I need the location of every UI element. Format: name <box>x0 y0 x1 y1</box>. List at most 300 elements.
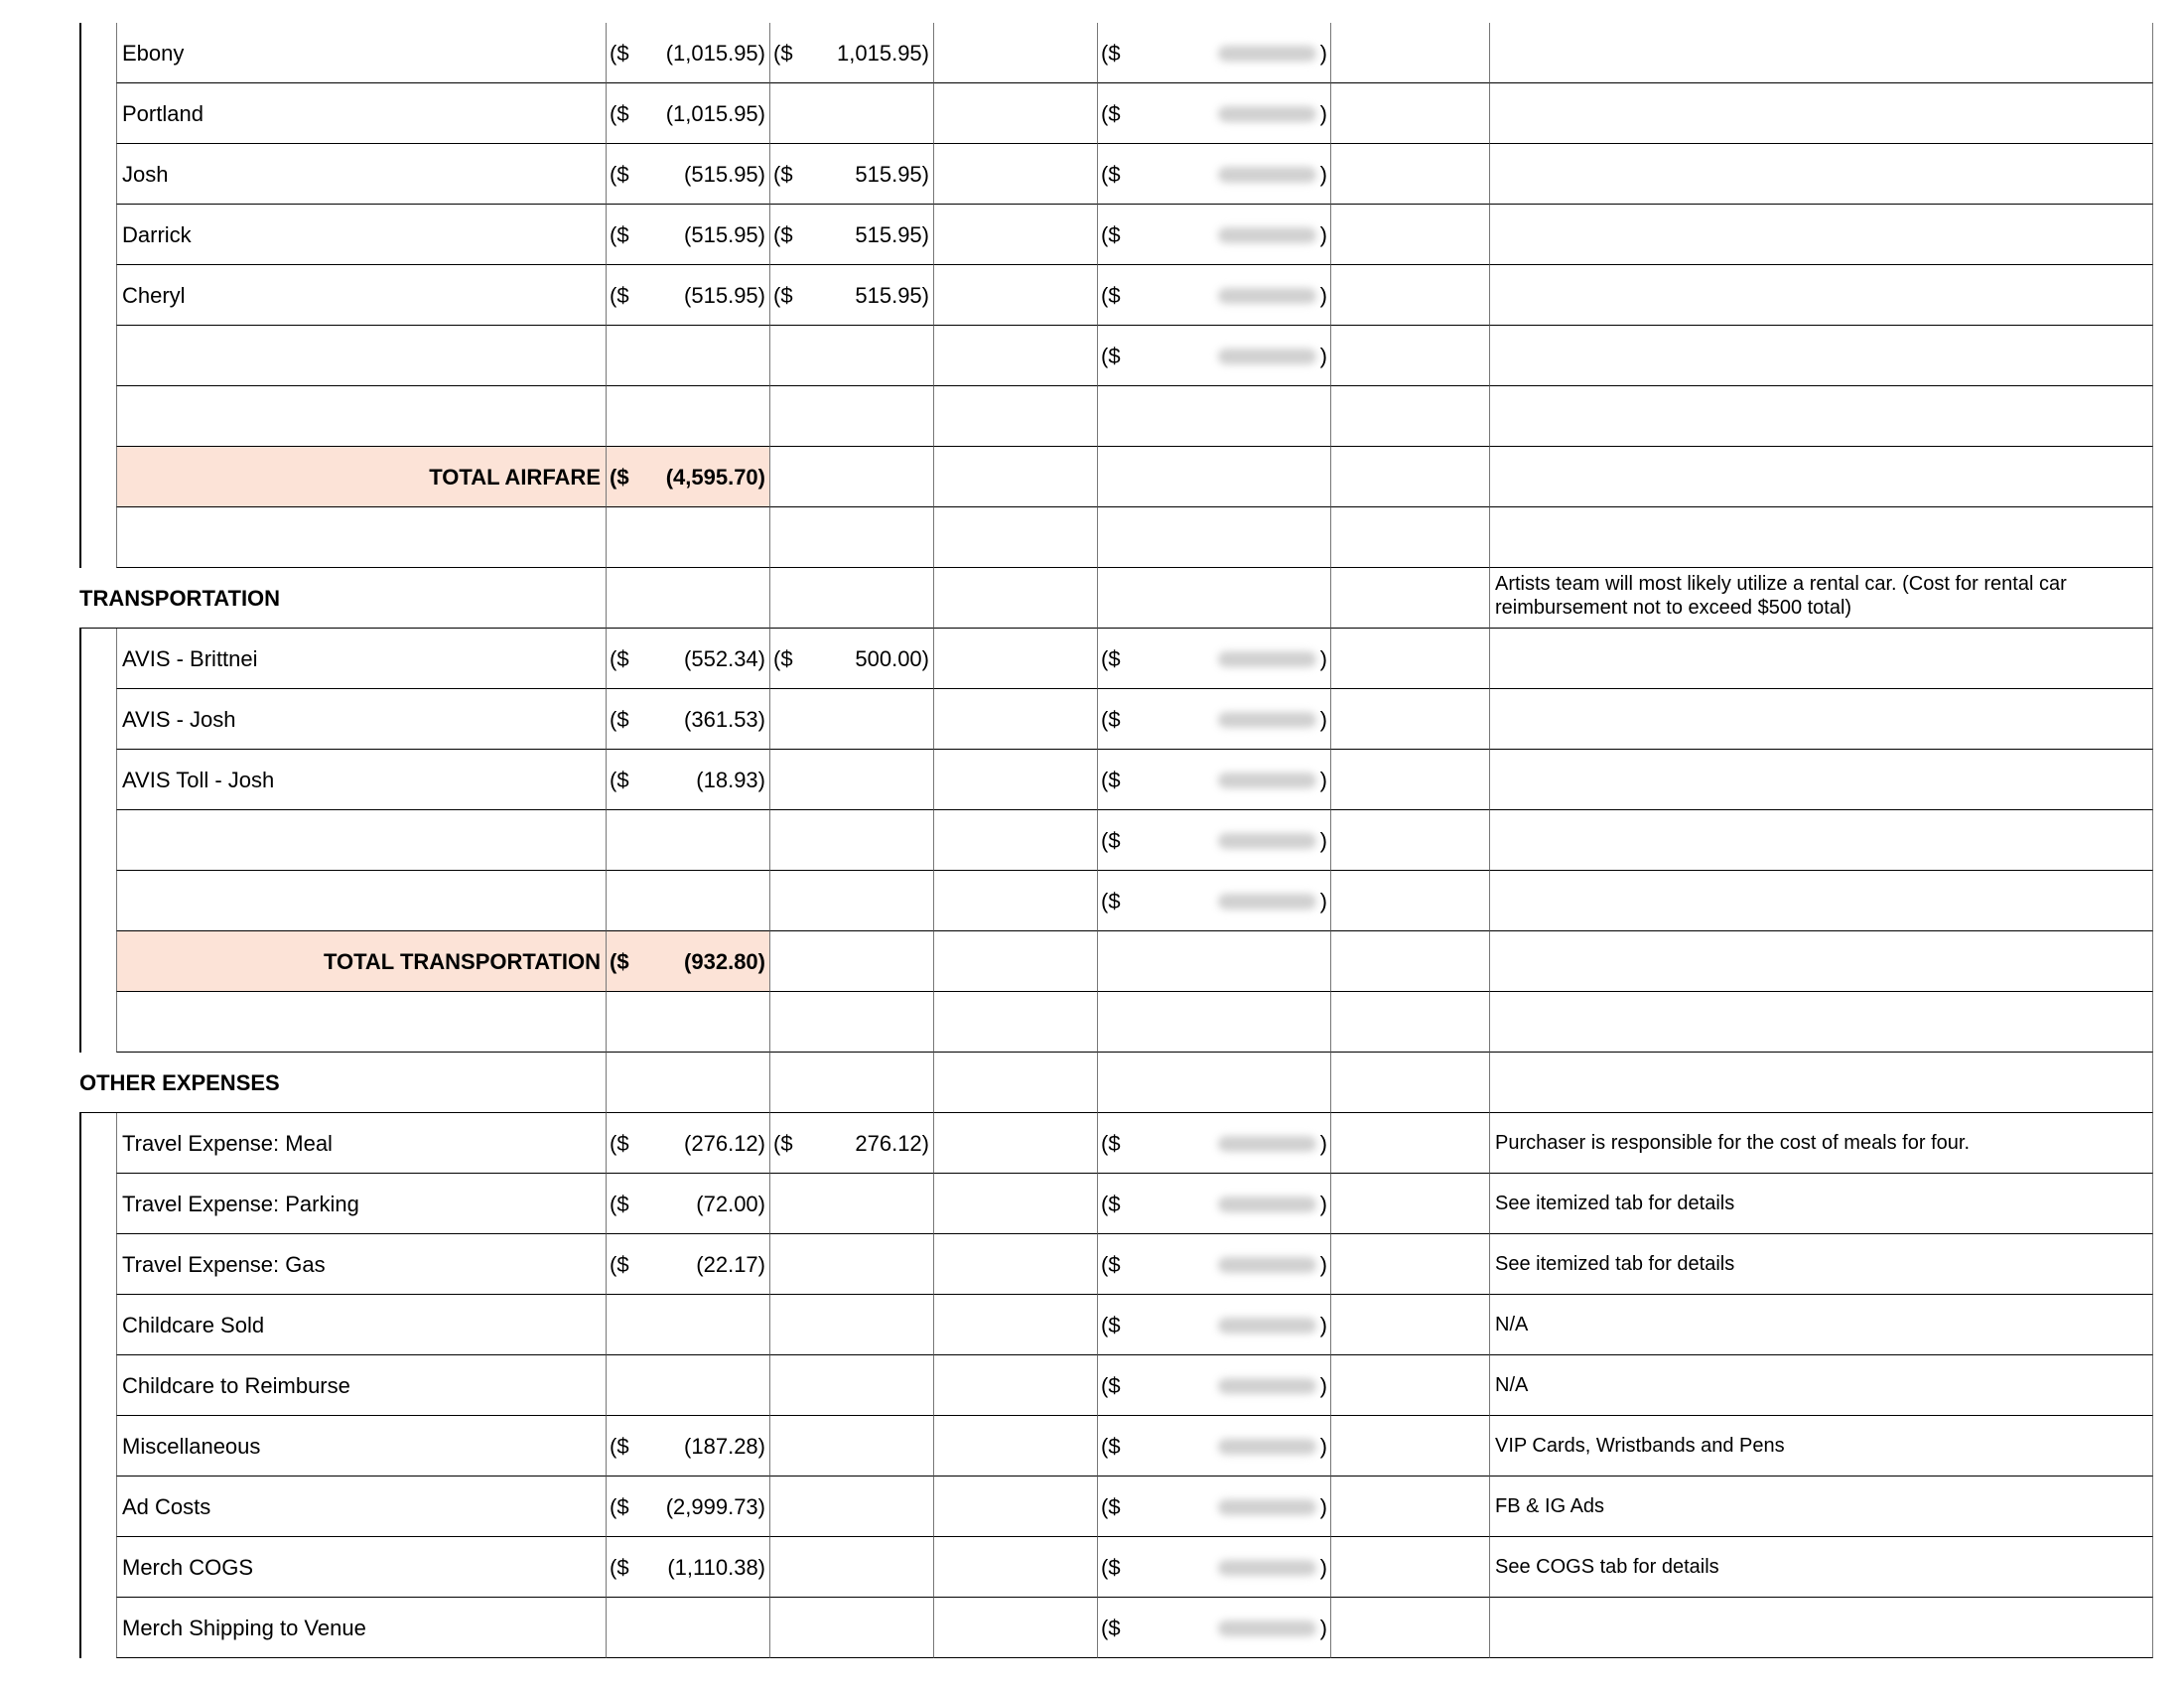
cell-col-0[interactable] <box>116 689 607 750</box>
table-row <box>0 23 2184 83</box>
cell-col-0[interactable] <box>79 1053 607 1113</box>
cell-col-1[interactable] <box>607 689 770 750</box>
table-row <box>0 750 2184 810</box>
cell-col-3[interactable] <box>934 144 1098 205</box>
cell-col-3[interactable] <box>934 810 1098 871</box>
currency-symbol: ($ <box>610 101 629 126</box>
currency-symbol: ($ <box>1101 646 1121 671</box>
cell-col-2[interactable] <box>770 205 934 265</box>
cell-col-0[interactable] <box>116 1234 607 1295</box>
cell-col-7[interactable] <box>1490 23 2153 83</box>
cell-col-3[interactable] <box>934 83 1098 144</box>
cell-col-5[interactable] <box>1192 507 1331 568</box>
cell-col-4[interactable] <box>1098 810 1192 871</box>
row-label: Ad Costs <box>122 1494 211 1519</box>
actual-amount: (22.17) <box>696 1252 765 1277</box>
cell-col-3[interactable] <box>934 629 1098 689</box>
cell-col-0[interactable] <box>116 326 607 386</box>
cell-col-5[interactable] <box>1192 871 1331 931</box>
cell-col-0[interactable] <box>116 871 607 931</box>
close-paren: ) <box>1319 1373 1327 1398</box>
total-row <box>0 931 2184 992</box>
cell-col-0[interactable] <box>116 1295 607 1355</box>
cell-col-3[interactable] <box>934 750 1098 810</box>
table-row <box>0 689 2184 750</box>
cell-col-3[interactable] <box>934 871 1098 931</box>
cell-col-3[interactable] <box>934 1598 1098 1658</box>
row-label: Darrick <box>122 222 192 247</box>
cell-col-6[interactable] <box>1331 23 1490 83</box>
cell-col-6[interactable] <box>1331 1416 1490 1477</box>
cell-col-7[interactable] <box>1490 629 2153 689</box>
currency-symbol: ($ <box>1101 889 1121 914</box>
currency-symbol: ($ <box>773 41 793 66</box>
cell-col-1[interactable] <box>607 1295 770 1355</box>
table-row <box>0 1174 2184 1234</box>
cell-col-1[interactable] <box>607 23 770 83</box>
cell-col-5[interactable] <box>1192 1355 1331 1416</box>
currency-symbol: ($ <box>1101 1252 1121 1277</box>
cell-col-5[interactable] <box>1192 386 1331 447</box>
cell-col-6[interactable] <box>1331 144 1490 205</box>
currency-symbol: ($ <box>1101 101 1121 126</box>
cell-col-7[interactable] <box>1490 689 2153 750</box>
section-header-row <box>0 1053 2184 1113</box>
cell-col-2[interactable] <box>770 1113 934 1174</box>
redacted-value <box>1218 1560 1316 1576</box>
cell-col-0[interactable] <box>116 1174 607 1234</box>
cell-col-3[interactable] <box>934 1355 1098 1416</box>
notes-text: VIP Cards, Wristbands and Pens <box>1495 1435 1785 1457</box>
cell-col-6[interactable] <box>1331 1295 1490 1355</box>
currency-symbol: ($ <box>1101 1434 1121 1459</box>
close-paren: ) <box>1319 828 1327 853</box>
cell-col-6[interactable] <box>1331 629 1490 689</box>
cell-col-2[interactable] <box>770 931 934 992</box>
cell-col-0[interactable] <box>116 629 607 689</box>
currency-symbol: ($ <box>610 222 629 247</box>
cell-col-4[interactable] <box>1098 507 1192 568</box>
cell-col-7[interactable] <box>1490 386 2153 447</box>
cell-col-7[interactable] <box>1490 83 2153 144</box>
cell-col-2[interactable] <box>770 1477 934 1537</box>
redacted-value <box>1218 349 1316 364</box>
cell-col-2[interactable] <box>770 568 934 629</box>
cell-col-5[interactable] <box>1192 326 1331 386</box>
cell-col-4[interactable] <box>1098 1355 1192 1416</box>
cell-col-6[interactable] <box>1331 507 1490 568</box>
cell-col-2[interactable] <box>770 386 934 447</box>
cell-col-1[interactable] <box>607 1477 770 1537</box>
close-paren: ) <box>1319 646 1327 671</box>
cell-col-6[interactable] <box>1331 750 1490 810</box>
cell-col-6[interactable] <box>1331 1537 1490 1598</box>
redacted-value <box>1218 227 1316 243</box>
cell-col-7[interactable] <box>1490 810 2153 871</box>
close-paren: ) <box>1319 1192 1327 1216</box>
cell-col-1[interactable] <box>607 1174 770 1234</box>
cell-col-7[interactable] <box>1490 1234 2153 1295</box>
cell-col-4[interactable] <box>1098 23 1192 83</box>
cell-col-6[interactable] <box>1331 326 1490 386</box>
cell-col-7[interactable] <box>1490 1537 2153 1598</box>
redacted-value <box>1218 651 1316 667</box>
cell-col-6[interactable] <box>1331 386 1490 447</box>
cell-col-6[interactable] <box>1331 205 1490 265</box>
cell-col-7[interactable] <box>1490 507 2153 568</box>
cell-col-7[interactable] <box>1490 992 2153 1053</box>
cell-col-2[interactable] <box>770 507 934 568</box>
cell-col-7[interactable] <box>1490 205 2153 265</box>
actual-amount: (1,110.38) <box>667 1555 765 1580</box>
cell-col-3[interactable] <box>934 1113 1098 1174</box>
cell-col-0[interactable] <box>116 447 607 507</box>
cell-col-3[interactable] <box>934 326 1098 386</box>
close-paren: ) <box>1319 1616 1327 1640</box>
cell-col-3[interactable] <box>934 23 1098 83</box>
cell-col-7[interactable] <box>1490 447 2153 507</box>
settled-amount: 515.95) <box>855 222 929 247</box>
cell-col-2[interactable] <box>770 1053 934 1113</box>
settled-amount: 276.12) <box>855 1131 929 1156</box>
cell-col-0[interactable] <box>116 1416 607 1477</box>
notes-text: See itemized tab for details <box>1495 1193 1735 1214</box>
cell-col-0[interactable] <box>116 265 607 326</box>
cell-col-2[interactable] <box>770 629 934 689</box>
cell-col-0[interactable] <box>116 507 607 568</box>
cell-col-4[interactable] <box>1098 1234 1192 1295</box>
cell-col-2[interactable] <box>770 871 934 931</box>
cell-col-4[interactable] <box>1098 386 1192 447</box>
cell-col-5[interactable] <box>1192 447 1331 507</box>
cell-col-2[interactable] <box>770 144 934 205</box>
cell-col-7[interactable] <box>1490 1113 2153 1174</box>
cell-col-0[interactable] <box>116 1537 607 1598</box>
cell-col-4[interactable] <box>1098 205 1192 265</box>
cell-col-5[interactable] <box>1192 1477 1331 1537</box>
cell-col-6[interactable] <box>1331 810 1490 871</box>
cell-col-0[interactable] <box>116 83 607 144</box>
cell-col-7[interactable] <box>1490 1174 2153 1234</box>
cell-col-1[interactable] <box>607 386 770 447</box>
cell-col-4[interactable] <box>1098 931 1192 992</box>
cell-col-1[interactable] <box>607 83 770 144</box>
cell-col-3[interactable] <box>934 265 1098 326</box>
cell-col-5[interactable] <box>1192 144 1331 205</box>
cell-col-3[interactable] <box>934 1416 1098 1477</box>
cell-col-3[interactable] <box>934 1234 1098 1295</box>
settled-amount: 515.95) <box>855 162 929 187</box>
cell-col-3[interactable] <box>934 447 1098 507</box>
cell-col-7[interactable] <box>1490 326 2153 386</box>
redacted-value <box>1218 46 1316 62</box>
cell-col-5[interactable] <box>1192 629 1331 689</box>
cell-col-6[interactable] <box>1331 992 1490 1053</box>
currency-symbol: ($ <box>1101 1616 1121 1640</box>
actual-amount: (1,015.95) <box>665 101 765 126</box>
cell-col-5[interactable] <box>1192 568 1331 629</box>
row-label: AVIS - Brittnei <box>122 646 258 671</box>
cell-col-5[interactable] <box>1192 1598 1331 1658</box>
cell-col-6[interactable] <box>1331 1477 1490 1537</box>
cell-col-6[interactable] <box>1331 871 1490 931</box>
cell-col-7[interactable] <box>1490 750 2153 810</box>
cell-col-4[interactable] <box>1098 326 1192 386</box>
cell-col-4[interactable] <box>1098 83 1192 144</box>
redacted-value <box>1218 773 1316 788</box>
total-label: TOTAL TRANSPORTATION <box>323 949 601 974</box>
cell-col-2[interactable] <box>770 326 934 386</box>
cell-col-7[interactable] <box>1490 1053 2153 1113</box>
actual-amount: (515.95) <box>684 162 765 187</box>
cell-col-4[interactable] <box>1098 447 1192 507</box>
currency-symbol: ($ <box>610 1555 629 1580</box>
currency-symbol: ($ <box>610 646 629 671</box>
cell-col-7[interactable] <box>1490 871 2153 931</box>
cell-col-5[interactable] <box>1192 689 1331 750</box>
cell-col-0[interactable] <box>79 568 607 629</box>
cell-col-6[interactable] <box>1331 83 1490 144</box>
cell-col-1[interactable] <box>607 1537 770 1598</box>
cell-col-5[interactable] <box>1192 1537 1331 1598</box>
cell-col-1[interactable] <box>607 326 770 386</box>
currency-symbol: ($ <box>610 1252 629 1277</box>
cell-col-0[interactable] <box>116 386 607 447</box>
redacted-value <box>1218 1196 1316 1212</box>
cell-col-5[interactable] <box>1192 931 1331 992</box>
cell-col-5[interactable] <box>1192 1234 1331 1295</box>
cell-col-1[interactable] <box>607 992 770 1053</box>
cell-col-1[interactable] <box>607 750 770 810</box>
cell-col-6[interactable] <box>1331 1113 1490 1174</box>
cell-col-7[interactable] <box>1490 144 2153 205</box>
cell-col-4[interactable] <box>1098 1477 1192 1537</box>
cell-col-0[interactable] <box>116 205 607 265</box>
close-paren: ) <box>1319 768 1327 792</box>
actual-amount: (276.12) <box>684 1131 765 1156</box>
cell-col-1[interactable] <box>607 205 770 265</box>
cell-col-6[interactable] <box>1331 1598 1490 1658</box>
cell-col-6[interactable] <box>1331 568 1490 629</box>
cell-col-3[interactable] <box>934 1537 1098 1598</box>
cell-col-6[interactable] <box>1331 447 1490 507</box>
redacted-value <box>1218 167 1316 183</box>
cell-col-1[interactable] <box>607 1234 770 1295</box>
cell-col-3[interactable] <box>934 205 1098 265</box>
settled-amount: 515.95) <box>855 283 929 308</box>
cell-col-1[interactable] <box>607 568 770 629</box>
cell-col-1[interactable] <box>607 1416 770 1477</box>
table-row <box>0 386 2184 447</box>
cell-col-4[interactable] <box>1098 1416 1192 1477</box>
cell-col-1[interactable] <box>607 265 770 326</box>
cell-col-1[interactable] <box>607 1053 770 1113</box>
cell-col-6[interactable] <box>1331 1053 1490 1113</box>
cell-col-4[interactable] <box>1098 1113 1192 1174</box>
row-label: Travel Expense: Meal <box>122 1131 333 1156</box>
cell-col-4[interactable] <box>1098 1537 1192 1598</box>
cell-col-1[interactable] <box>607 1355 770 1416</box>
cell-col-5[interactable] <box>1192 810 1331 871</box>
currency-symbol: ($ <box>773 283 793 308</box>
cell-col-6[interactable] <box>1331 1234 1490 1295</box>
currency-symbol: ($ <box>1101 1373 1121 1398</box>
close-paren: ) <box>1319 1252 1327 1277</box>
cell-col-0[interactable] <box>116 1598 607 1658</box>
cell-col-5[interactable] <box>1192 1174 1331 1234</box>
cell-col-6[interactable] <box>1331 265 1490 326</box>
table-row <box>0 871 2184 931</box>
table-row <box>0 205 2184 265</box>
currency-symbol: ($ <box>610 283 629 308</box>
currency-symbol: ($ <box>773 1131 793 1156</box>
cell-col-4[interactable] <box>1098 1053 1192 1113</box>
close-paren: ) <box>1319 1131 1327 1156</box>
cell-col-0[interactable] <box>116 1355 607 1416</box>
actual-amount: (552.34) <box>684 646 765 671</box>
close-paren: ) <box>1319 41 1327 66</box>
cell-col-4[interactable] <box>1098 1598 1192 1658</box>
cell-col-5[interactable] <box>1192 1416 1331 1477</box>
cell-col-2[interactable] <box>770 265 934 326</box>
cell-col-2[interactable] <box>770 1174 934 1234</box>
cell-col-5[interactable] <box>1192 1113 1331 1174</box>
cell-col-5[interactable] <box>1192 265 1331 326</box>
cell-col-7[interactable] <box>1490 1416 2153 1477</box>
cell-col-5[interactable] <box>1192 205 1331 265</box>
total-label: TOTAL AIRFARE <box>429 465 601 490</box>
cell-col-5[interactable] <box>1192 83 1331 144</box>
row-label: Travel Expense: Gas <box>122 1252 326 1277</box>
cell-col-2[interactable] <box>770 1234 934 1295</box>
currency-symbol: ($ <box>610 1434 629 1459</box>
redacted-value <box>1218 833 1316 849</box>
cell-col-2[interactable] <box>770 689 934 750</box>
cell-col-1[interactable] <box>607 1598 770 1658</box>
currency-symbol: ($ <box>610 707 629 732</box>
cell-col-0[interactable] <box>116 810 607 871</box>
cell-col-6[interactable] <box>1331 1174 1490 1234</box>
cell-col-0[interactable] <box>116 750 607 810</box>
redacted-value <box>1218 1136 1316 1152</box>
cell-col-5[interactable] <box>1192 1295 1331 1355</box>
cell-col-5[interactable] <box>1192 1053 1331 1113</box>
cell-col-1[interactable] <box>607 1113 770 1174</box>
redacted-value <box>1218 106 1316 122</box>
cell-col-1[interactable] <box>607 629 770 689</box>
cell-col-1[interactable] <box>607 447 770 507</box>
total-amount: (4,595.70) <box>665 465 765 490</box>
cell-col-3[interactable] <box>934 507 1098 568</box>
cell-col-3[interactable] <box>934 1295 1098 1355</box>
cell-col-1[interactable] <box>607 507 770 568</box>
currency-symbol: ($ <box>1101 344 1121 368</box>
cell-col-5[interactable] <box>1192 750 1331 810</box>
actual-amount: (18.93) <box>696 768 765 792</box>
cell-col-2[interactable] <box>770 1598 934 1658</box>
cell-col-0[interactable] <box>116 1113 607 1174</box>
cell-col-2[interactable] <box>770 992 934 1053</box>
close-paren: ) <box>1319 344 1327 368</box>
table-row <box>0 1416 2184 1477</box>
row-label: Ebony <box>122 41 185 66</box>
cell-col-2[interactable] <box>770 1295 934 1355</box>
cell-col-4[interactable] <box>1098 750 1192 810</box>
cell-col-3[interactable] <box>934 1174 1098 1234</box>
cell-col-2[interactable] <box>770 1355 934 1416</box>
cell-col-2[interactable] <box>770 23 934 83</box>
cell-col-7[interactable] <box>1490 568 2153 629</box>
total-amount: (932.80) <box>684 949 765 974</box>
table-row <box>0 1537 2184 1598</box>
cell-col-2[interactable] <box>770 83 934 144</box>
cell-col-2[interactable] <box>770 1537 934 1598</box>
cell-col-1[interactable] <box>607 871 770 931</box>
cell-col-3[interactable] <box>934 568 1098 629</box>
cell-col-7[interactable] <box>1490 1355 2153 1416</box>
cell-col-7[interactable] <box>1490 1295 2153 1355</box>
cell-col-4[interactable] <box>1098 689 1192 750</box>
cell-col-4[interactable] <box>1098 992 1192 1053</box>
cell-col-4[interactable] <box>1098 1295 1192 1355</box>
cell-col-0[interactable] <box>116 931 607 992</box>
cell-col-2[interactable] <box>770 447 934 507</box>
cell-col-1[interactable] <box>607 810 770 871</box>
cell-col-4[interactable] <box>1098 568 1192 629</box>
cell-col-6[interactable] <box>1331 931 1490 992</box>
cell-col-3[interactable] <box>934 1477 1098 1537</box>
cell-col-1[interactable] <box>607 931 770 992</box>
cell-col-2[interactable] <box>770 750 934 810</box>
cell-col-3[interactable] <box>934 931 1098 992</box>
redacted-value <box>1218 712 1316 728</box>
table-row <box>0 1113 2184 1174</box>
cell-col-0[interactable] <box>116 23 607 83</box>
cell-col-3[interactable] <box>934 689 1098 750</box>
cell-col-0[interactable] <box>116 144 607 205</box>
cell-col-5[interactable] <box>1192 992 1331 1053</box>
cell-col-0[interactable] <box>116 1477 607 1537</box>
cell-col-3[interactable] <box>934 386 1098 447</box>
cell-col-7[interactable] <box>1490 1477 2153 1537</box>
currency-symbol: ($ <box>773 162 793 187</box>
cell-col-5[interactable] <box>1192 23 1331 83</box>
cell-col-7[interactable] <box>1490 931 2153 992</box>
cell-col-7[interactable] <box>1490 265 2153 326</box>
cell-col-6[interactable] <box>1331 1355 1490 1416</box>
currency-symbol: ($ <box>610 1131 629 1156</box>
currency-symbol: ($ <box>1101 41 1121 66</box>
cell-col-4[interactable] <box>1098 1174 1192 1234</box>
cell-col-1[interactable] <box>607 144 770 205</box>
cell-col-2[interactable] <box>770 1416 934 1477</box>
cell-col-7[interactable] <box>1490 1598 2153 1658</box>
cell-col-2[interactable] <box>770 810 934 871</box>
notes-text: N/A <box>1495 1314 1529 1336</box>
cell-col-4[interactable] <box>1098 629 1192 689</box>
redacted-value <box>1218 1318 1316 1334</box>
cell-col-4[interactable] <box>1098 144 1192 205</box>
cell-col-0[interactable] <box>116 992 607 1053</box>
cell-col-4[interactable] <box>1098 871 1192 931</box>
cell-col-4[interactable] <box>1098 265 1192 326</box>
total-row <box>0 447 2184 507</box>
cell-col-6[interactable] <box>1331 689 1490 750</box>
currency-symbol: ($ <box>1101 1192 1121 1216</box>
cell-col-3[interactable] <box>934 1053 1098 1113</box>
cell-col-3[interactable] <box>934 992 1098 1053</box>
table-row <box>0 83 2184 144</box>
